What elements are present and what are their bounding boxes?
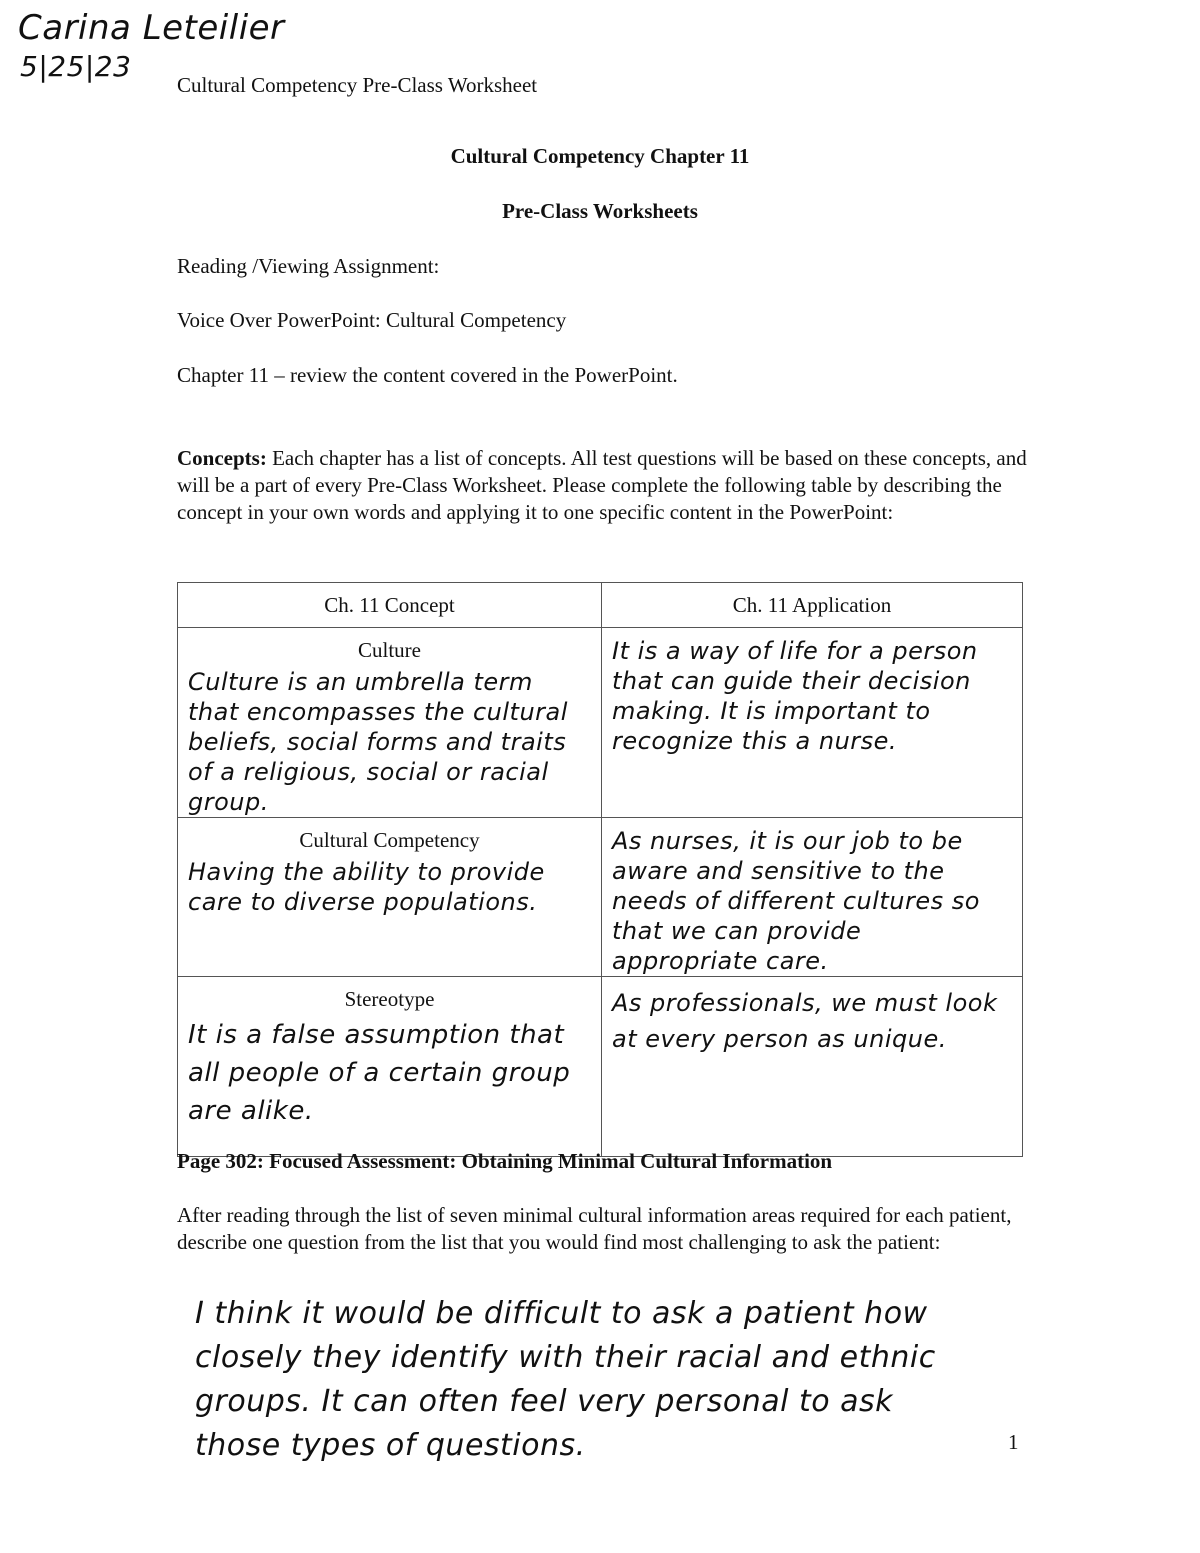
page-number: 1 — [1008, 1430, 1019, 1454]
worksheet-subtitle: Pre-Class Worksheets — [502, 199, 698, 223]
student-name: Carina Leteilier — [18, 8, 285, 48]
concept-label: Stereotype — [344, 987, 435, 1011]
application-cell — [602, 628, 1023, 818]
concept-label: Cultural Competency — [299, 828, 480, 852]
concept-description: Culture is an umbrella term that encompasses the cultural beliefs, social forms and traits of a religious, social or racial group. — [188, 668, 568, 816]
chapter-title: Cultural Competency Chapter 11 — [450, 144, 750, 168]
application-text: As nurses, it is our job to be aware and sensitive to the needs of different cultures so that we can provide appropriate care. — [612, 827, 980, 975]
application-text: As professionals, we must look at every person as unique. — [612, 989, 998, 1053]
table-row — [178, 977, 1023, 1157]
concepts-table — [177, 582, 1023, 1157]
chapter-review-line: Chapter 11 – review the content covered in the PowerPoint. — [177, 363, 678, 387]
table-row — [178, 818, 1023, 977]
application-cell — [602, 977, 1023, 1157]
voice-over-line: Voice Over PowerPoint: Cultural Competency — [177, 308, 567, 332]
concept-column-header: Ch. 11 Concept — [178, 583, 602, 628]
concepts-instructions: Each chapter has a list of concepts. All test questions will be based on these concepts, and will be a part of every Pre-Class Worksheet. Please complete the following table by describing the concept in your own words and applying it to one specific content in the PowerPoint: — [177, 446, 1027, 524]
focused-assessment-prompt: After reading through the list of seven minimal cultural information areas required for each patient, describe one question from the list that you would find most challenging to ask the patient: — [177, 1203, 1012, 1254]
application-cell — [602, 818, 1023, 977]
focused-assessment-heading: Page 302: Focused Assessment: Obtaining Minimal Cultural Information — [177, 1149, 833, 1173]
concept-cell — [178, 628, 602, 818]
handwritten-date: 5|25|23 — [20, 50, 132, 83]
assignment-label: Reading /Viewing Assignment: — [177, 254, 440, 278]
concepts-lead: Concepts: — [177, 446, 267, 470]
concept-description: It is a false assumption that all people of a certain group are alike. — [188, 1020, 571, 1126]
table-header-row — [178, 583, 1023, 628]
concept-cell — [178, 977, 602, 1157]
application-column-header: Ch. 11 Application — [602, 583, 1023, 628]
application-text: It is a way of life for a person that can guide their decision making. It is important to recognize this a nurse. — [612, 637, 978, 755]
concepts-intro — [177, 445, 1027, 526]
running-title: Cultural Competency Pre-Class Worksheet — [177, 73, 538, 97]
concept-label: Culture — [358, 638, 421, 662]
handwritten-answer: I think it would be difficult to ask a patient how closely they identify with their racial and ethnic groups. It can often feel very personal to ask those types of questions. — [195, 1296, 936, 1463]
concept-description: Having the ability to provide care to diverse populations. — [188, 858, 545, 916]
table-row — [178, 628, 1023, 818]
concept-cell — [178, 818, 602, 977]
